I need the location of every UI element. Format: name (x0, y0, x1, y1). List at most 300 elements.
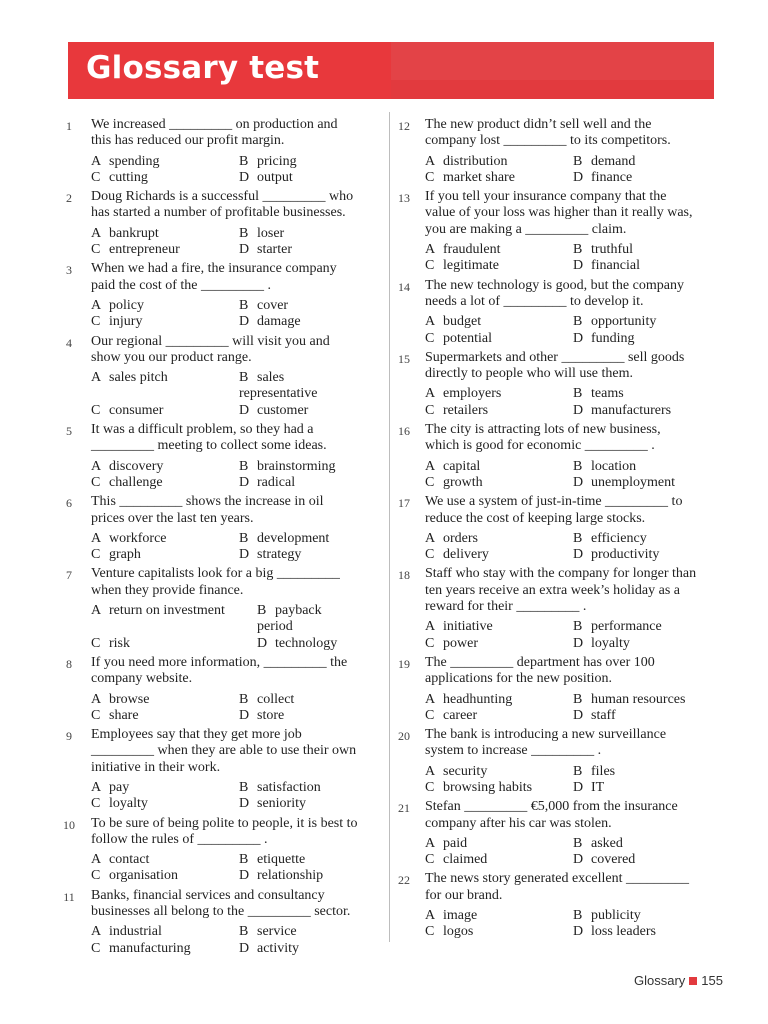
answer-options (425, 619, 698, 652)
column-divider (389, 112, 390, 942)
option-letter: D (239, 474, 250, 490)
option-text: IT (591, 779, 605, 795)
answer-options (91, 459, 358, 492)
option-text: publicity (591, 908, 641, 924)
option-text: risk (109, 635, 130, 651)
answer-option (425, 386, 573, 402)
option-letter: D (573, 924, 584, 940)
question-number: 4 (66, 335, 72, 350)
option-letter: C (425, 330, 435, 346)
option-letter: C (425, 474, 435, 490)
option-letter: A (91, 530, 102, 546)
option-letter: B (573, 691, 583, 707)
option-text: damage (257, 314, 301, 330)
answer-options (425, 908, 698, 941)
answer-option (239, 692, 358, 708)
answer-option (257, 636, 358, 652)
page-title: Glossary test (86, 50, 320, 86)
answer-options (425, 531, 698, 564)
option-text: demand (591, 153, 636, 169)
question-number: 5 (66, 424, 72, 439)
answer-options (91, 924, 358, 957)
option-text: potential (443, 330, 492, 346)
question-item (58, 655, 358, 724)
answer-option (91, 692, 239, 708)
option-text: teams (591, 386, 624, 402)
option-text: covered (591, 852, 636, 868)
question-number: 11 (63, 889, 75, 904)
option-letter: C (425, 779, 435, 795)
option-text: staff (591, 707, 616, 723)
answer-options (91, 531, 358, 564)
option-text: technology (275, 635, 338, 651)
answer-options (425, 386, 698, 419)
answer-option (91, 868, 239, 884)
option-text: store (257, 707, 285, 723)
question-item (398, 278, 698, 347)
option-text: manufacturing (109, 940, 191, 956)
question-number: 6 (66, 496, 72, 511)
option-text: radical (257, 474, 296, 490)
option-letter: D (239, 169, 250, 185)
option-text: service (257, 924, 297, 940)
question-number: 18 (398, 568, 410, 583)
option-letter: B (573, 242, 583, 258)
option-letter: D (573, 169, 584, 185)
option-letter: C (91, 474, 101, 490)
option-letter: C (425, 924, 435, 940)
option-letter: A (425, 835, 436, 851)
answer-option (573, 531, 698, 547)
option-text: legitimate (443, 258, 499, 274)
question-item (58, 888, 358, 957)
option-letter: A (425, 153, 436, 169)
option-text: strategy (257, 547, 302, 563)
answer-option (573, 403, 698, 419)
question-item (58, 117, 358, 186)
option-text: brainstorming (257, 458, 336, 474)
option-text: development (257, 530, 330, 546)
answer-option (91, 941, 239, 957)
answer-option (573, 331, 698, 347)
answer-option (425, 531, 573, 547)
answer-option (239, 708, 358, 724)
question-number: 12 (398, 119, 410, 133)
answer-option (425, 924, 573, 940)
question-number: 19 (398, 656, 410, 671)
option-text: spending (109, 153, 160, 169)
option-letter: D (239, 796, 250, 812)
option-letter: B (239, 779, 249, 795)
option-letter: A (425, 691, 436, 707)
title-banner-right (391, 42, 714, 80)
option-letter: B (239, 297, 249, 313)
answer-option (91, 780, 239, 796)
option-letter: B (573, 908, 583, 924)
question-text: The news story generated excellent _________ for our brand. (425, 871, 689, 903)
question-item (398, 566, 698, 651)
answer-option (239, 459, 358, 475)
answer-option (239, 314, 358, 330)
question-number: 13 (398, 191, 410, 206)
answer-option (573, 154, 698, 170)
option-text: orders (443, 530, 478, 546)
answer-option (573, 314, 698, 330)
option-text: customer (257, 402, 309, 418)
option-letter: D (239, 314, 250, 330)
option-text: workforce (109, 530, 167, 546)
option-letter: A (91, 458, 102, 474)
option-letter: D (573, 402, 584, 418)
question-number: 17 (398, 496, 410, 511)
option-text: distribution (443, 153, 508, 169)
question-number: 2 (66, 191, 72, 206)
question-item (398, 494, 698, 563)
option-letter: B (239, 852, 249, 868)
answer-option (239, 298, 358, 314)
answer-option (239, 403, 358, 419)
question-text: This _________ shows the increase in oil prices over the last ten years. (91, 494, 324, 526)
option-text: image (443, 908, 478, 924)
answer-option (239, 226, 358, 242)
answer-option (425, 459, 573, 475)
answer-option (425, 764, 573, 780)
option-text: claimed (443, 852, 488, 868)
answer-options (425, 314, 698, 347)
option-text: contact (109, 852, 150, 868)
question-number: 20 (398, 729, 410, 744)
option-text: injury (109, 314, 143, 330)
answer-option (91, 796, 239, 812)
option-letter: C (91, 796, 101, 812)
option-letter: A (425, 242, 436, 258)
option-text: loser (257, 225, 285, 241)
answer-option (425, 258, 573, 274)
answer-option (239, 868, 358, 884)
question-item (58, 334, 358, 419)
question-item (398, 117, 698, 186)
option-letter: A (91, 153, 102, 169)
question-number: 9 (66, 729, 72, 744)
question-text: If you tell your insurance company that the value of your loss was higher than it really was, you are making a _________ claim. (425, 189, 693, 237)
question-item (58, 566, 358, 651)
question-item (58, 261, 358, 330)
question-item (398, 871, 698, 940)
option-text: browsing habits (443, 779, 533, 795)
answer-option (239, 924, 358, 940)
question-number: 10 (63, 817, 75, 832)
option-text: efficiency (591, 530, 647, 546)
question-number: 15 (398, 351, 410, 366)
question-item (398, 422, 698, 491)
answer-option (573, 547, 698, 563)
answer-option (573, 924, 698, 940)
question-text: It was a difficult problem, so they had a _________ meeting to collect some ideas. (91, 422, 327, 454)
option-text: security (443, 763, 488, 779)
question-item (398, 727, 698, 796)
question-item (398, 799, 698, 868)
answer-option (91, 708, 239, 724)
option-letter: A (91, 603, 102, 619)
answer-option (91, 924, 239, 940)
right-column (398, 117, 698, 944)
answer-options (425, 154, 698, 187)
question-text: Employees say that they get more job _________ when they are able to use their own initiative in their work. (91, 727, 357, 775)
option-letter: C (425, 258, 435, 274)
answer-option (573, 459, 698, 475)
option-letter: D (239, 402, 250, 418)
answer-option (573, 852, 698, 868)
answer-option (91, 547, 239, 563)
option-letter: B (573, 458, 583, 474)
option-text: finance (591, 169, 633, 185)
option-text: power (443, 635, 478, 651)
option-letter: C (91, 868, 101, 884)
question-item (58, 422, 358, 491)
answer-option (573, 692, 698, 708)
option-text: asked (591, 835, 623, 851)
option-text: growth (443, 474, 483, 490)
option-letter: B (239, 691, 249, 707)
footer-square-icon (689, 977, 697, 985)
option-text: starter (257, 242, 292, 258)
option-text: loss leaders (591, 924, 656, 940)
option-letter: A (425, 619, 436, 635)
option-text: output (257, 169, 293, 185)
option-text: pricing (257, 153, 297, 169)
answer-option (573, 170, 698, 186)
answer-option (239, 531, 358, 547)
answer-option (91, 314, 239, 330)
answer-option (91, 852, 239, 868)
question-number: 3 (66, 263, 72, 278)
answer-options (91, 852, 358, 885)
question-text: Supermarkets and other _________ sell goods directly to people who will use them. (425, 349, 685, 382)
answer-option (425, 692, 573, 708)
option-letter: C (91, 242, 101, 258)
option-text: headhunting (443, 691, 513, 707)
question-text: Staff who stay with the company for longer than ten years receive an extra week’s holiday as a reward for their _________ . (425, 566, 697, 615)
option-text: cutting (109, 169, 148, 185)
answer-option (573, 836, 698, 852)
option-letter: D (573, 258, 584, 274)
question-item (398, 655, 698, 724)
answer-options (425, 459, 698, 492)
question-text: The _________ department has over 100 applications for the new position. (425, 654, 655, 687)
answer-option (91, 475, 239, 491)
option-text: retailers (443, 402, 489, 418)
option-text: manufacturers (591, 402, 672, 418)
option-text: relationship (257, 868, 324, 884)
question-text: Stefan _________ €5,000 from the insurance company after his car was stolen. (425, 799, 678, 831)
answer-option (91, 403, 239, 419)
answer-options (425, 836, 698, 869)
option-letter: B (239, 458, 249, 474)
answer-options (425, 242, 698, 275)
answer-option (239, 941, 358, 957)
option-text: delivery (443, 547, 489, 563)
answer-option (425, 314, 573, 330)
answer-option (425, 547, 573, 563)
answer-options (91, 154, 358, 187)
option-text: browse (109, 691, 150, 707)
question-text: To be sure of being polite to people, it is best to follow the rules of _________ . (91, 815, 358, 847)
answer-option (239, 780, 358, 796)
option-text: etiquette (257, 852, 306, 868)
answer-option (257, 603, 358, 636)
option-letter: D (573, 779, 584, 795)
answer-option (573, 764, 698, 780)
answer-option (425, 403, 573, 419)
option-text: sales representative (239, 370, 318, 402)
option-text: financial (591, 258, 640, 274)
option-text: cover (257, 297, 289, 313)
option-letter: C (91, 707, 101, 723)
page-number: 155 (701, 973, 723, 988)
answer-option (425, 170, 573, 186)
answer-options (425, 764, 698, 797)
question-number: 16 (398, 424, 410, 439)
option-text: career (443, 707, 478, 723)
question-text: Venture capitalists look for a big _________ when they provide finance. (91, 566, 340, 598)
option-letter: B (239, 530, 249, 546)
option-letter: C (91, 169, 101, 185)
question-item (58, 494, 358, 563)
question-item (398, 350, 698, 419)
question-text: The new technology is good, but the company needs a lot of _________ to develop it. (425, 277, 684, 309)
answer-option (91, 242, 239, 258)
option-letter: C (91, 547, 101, 563)
option-text: market share (443, 169, 515, 185)
answer-option (573, 619, 698, 635)
answer-option (239, 547, 358, 563)
question-text: The bank is introducing a new surveillance system to increase _________ . (425, 727, 667, 759)
option-text: funding (591, 330, 635, 346)
question-number: 22 (398, 873, 410, 888)
option-text: budget (443, 314, 482, 330)
option-text: paid (443, 835, 468, 851)
option-letter: A (91, 852, 102, 868)
answer-options (91, 780, 358, 813)
option-letter: B (573, 530, 583, 546)
answer-option (425, 242, 573, 258)
option-letter: C (425, 547, 435, 563)
option-text: consumer (109, 402, 164, 418)
option-text: seniority (257, 796, 306, 812)
answer-option (239, 370, 358, 403)
answer-option (91, 298, 239, 314)
option-letter: A (91, 924, 102, 940)
answer-option (425, 908, 573, 924)
question-text: Doug Richards is a successful _________ who has started a number of profitable businesses. (91, 189, 354, 221)
answer-option (425, 331, 573, 347)
question-text: If you need more information, _________ the company website. (91, 654, 348, 687)
answer-option (425, 619, 573, 635)
question-text: Our regional _________ will visit you and show you our product range. (91, 333, 330, 365)
answer-options (425, 692, 698, 725)
answer-option (239, 154, 358, 170)
answer-option (425, 780, 573, 796)
option-letter: D (573, 547, 584, 563)
answer-option (573, 636, 698, 652)
answer-options (91, 226, 358, 259)
option-letter: C (91, 314, 101, 330)
answer-option (239, 852, 358, 868)
option-letter: B (239, 225, 249, 241)
option-letter: C (91, 635, 101, 651)
option-letter: A (91, 225, 102, 241)
option-text: location (591, 458, 637, 474)
option-text: payback period (257, 603, 322, 635)
option-letter: B (239, 370, 249, 386)
option-letter: D (573, 707, 584, 723)
option-letter: D (573, 330, 584, 346)
option-text: industrial (109, 924, 162, 940)
option-text: human resources (591, 691, 686, 707)
option-text: initiative (443, 619, 493, 635)
option-letter: D (573, 852, 584, 868)
option-text: satisfaction (257, 779, 321, 795)
answer-option (91, 226, 239, 242)
question-text: We use a system of just-in-time _________ to reduce the cost of keeping large stocks. (425, 494, 683, 526)
answer-option (573, 386, 698, 402)
question-text: Banks, financial services and consultancy businesses all belong to the _________ sector. (91, 887, 351, 920)
footer-section: Glossary (634, 973, 686, 988)
question-item (398, 189, 698, 274)
option-text: discovery (109, 458, 164, 474)
option-text: logos (443, 924, 474, 940)
answer-option (425, 636, 573, 652)
answer-option (91, 170, 239, 186)
option-letter: C (91, 402, 101, 418)
option-letter: A (91, 779, 102, 795)
option-letter: A (425, 908, 436, 924)
option-text: graph (109, 547, 141, 563)
option-text: organisation (109, 868, 178, 884)
question-text: We increased _________ on production and this has reduced our profit margin. (91, 117, 338, 149)
option-letter: A (425, 314, 436, 330)
option-letter: A (91, 370, 102, 386)
option-letter: B (573, 153, 583, 169)
answer-option (239, 242, 358, 258)
option-letter: D (239, 242, 250, 258)
question-text: The new product didn’t sell well and the company lost _________ to its competitors. (425, 117, 671, 149)
option-letter: C (425, 169, 435, 185)
answer-option (573, 908, 698, 924)
question-number: 21 (398, 801, 410, 816)
answer-option (91, 636, 257, 652)
option-text: share (109, 707, 139, 723)
answer-option (239, 170, 358, 186)
option-letter: C (425, 852, 435, 868)
answer-option (425, 708, 573, 724)
option-text: performance (591, 619, 662, 635)
option-letter: B (573, 619, 583, 635)
answer-option (91, 154, 239, 170)
page-footer (634, 973, 723, 988)
option-letter: D (239, 868, 250, 884)
answer-option (239, 796, 358, 812)
option-text: files (591, 763, 616, 779)
question-item (58, 727, 358, 812)
option-letter: B (239, 153, 249, 169)
answer-option (239, 475, 358, 491)
option-text: entrepreneur (109, 242, 180, 258)
answer-option (573, 242, 698, 258)
option-text: sales pitch (109, 370, 168, 386)
option-letter: A (425, 386, 436, 402)
option-text: employers (443, 386, 502, 402)
